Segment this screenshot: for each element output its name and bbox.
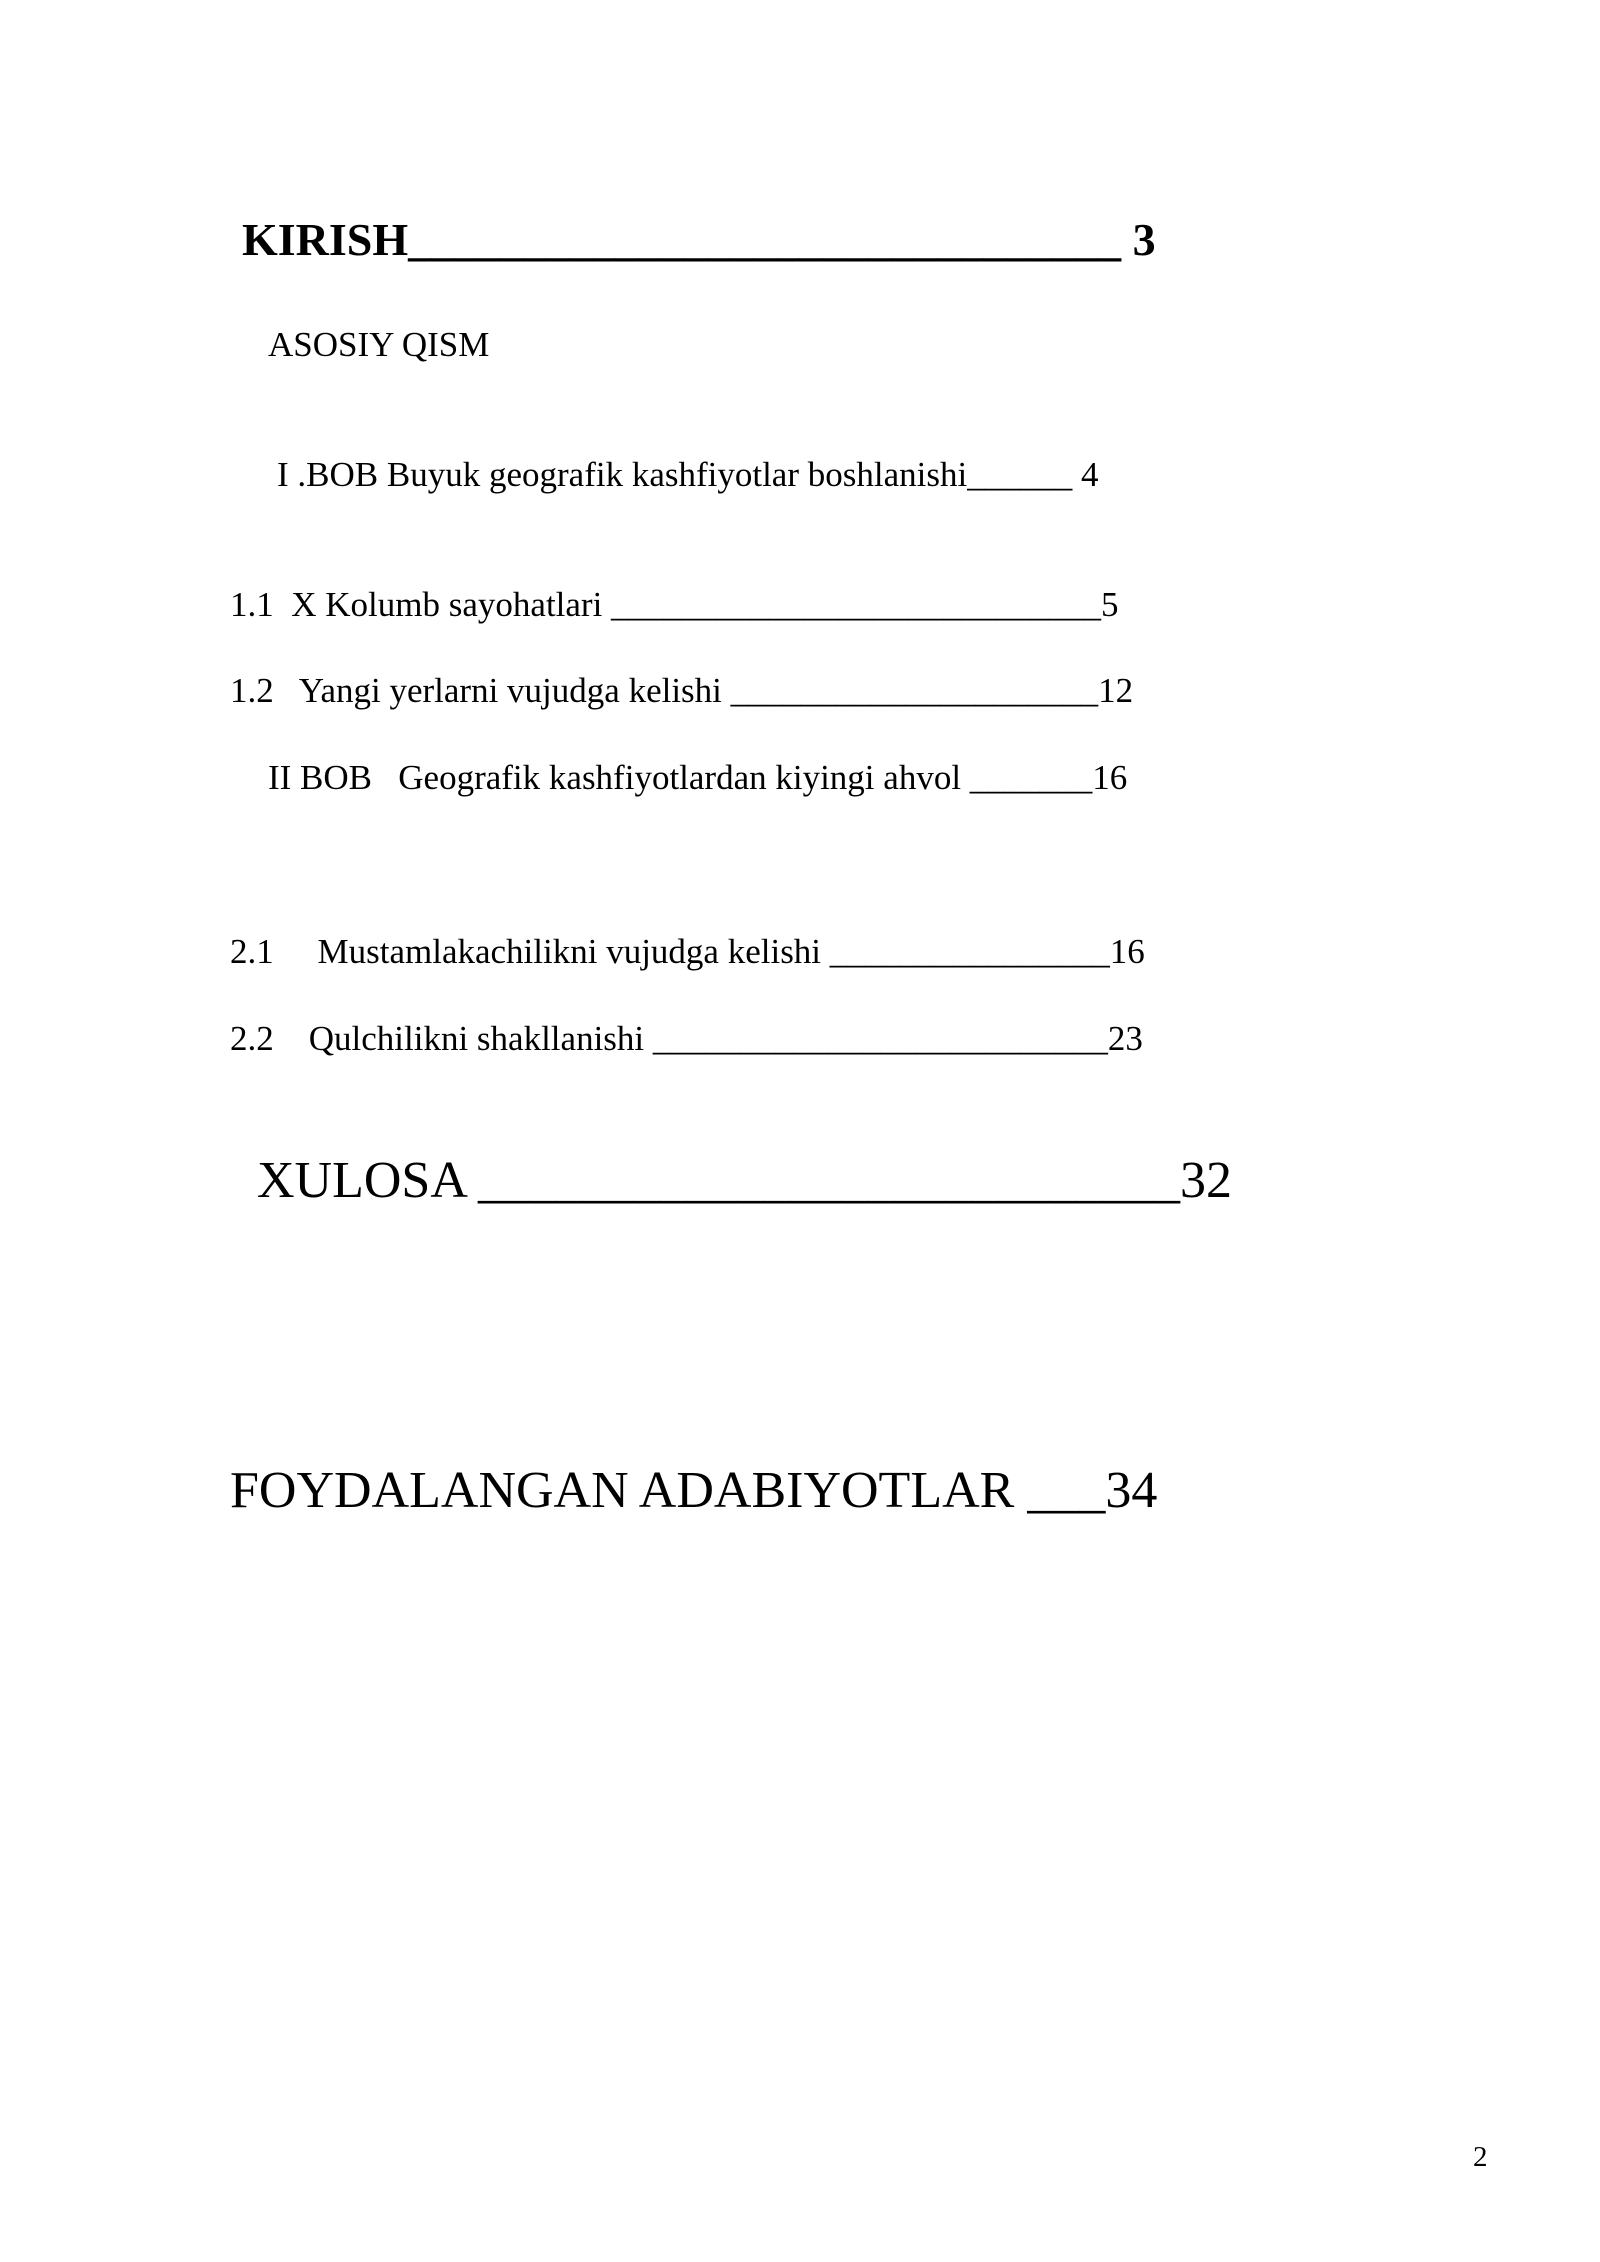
toc-entry-kirish: KIRISH_______________________________ 3 (242, 214, 1156, 265)
toc-entry-adabiyotlar: FOYDALANGAN ADABIYOTLAR ___34 (230, 1462, 1158, 1519)
toc-entry-bob-1: I .BOB Buyuk geografik kashfiyotlar boshlanishi______ 4 (277, 455, 1099, 494)
toc-entry-section-1-2: 1.2 Yangi yerlarni vujudga kelishi _____________________12 (230, 671, 1134, 710)
toc-entry-bob-2: II BOB Geografik kashfiyotlardan kiyingi ahvol _______16 (268, 758, 1128, 797)
toc-entry-section-2-2: 2.2 Qulchilikni shakllanishi __________________________23 (230, 1019, 1143, 1058)
toc-heading-asosiy-qism: ASOSIY QISM (268, 325, 490, 364)
toc-entry-xulosa: XULOSA ___________________________32 (257, 1152, 1233, 1209)
toc-entry-section-1-1: 1.1 X Kolumb sayohatlari ____________________________5 (230, 585, 1119, 624)
page-number: 2 (1473, 2141, 1488, 2173)
toc-entry-section-2-1: 2.1 Mustamlakachilikni vujudga kelishi ________________16 (230, 932, 1145, 971)
